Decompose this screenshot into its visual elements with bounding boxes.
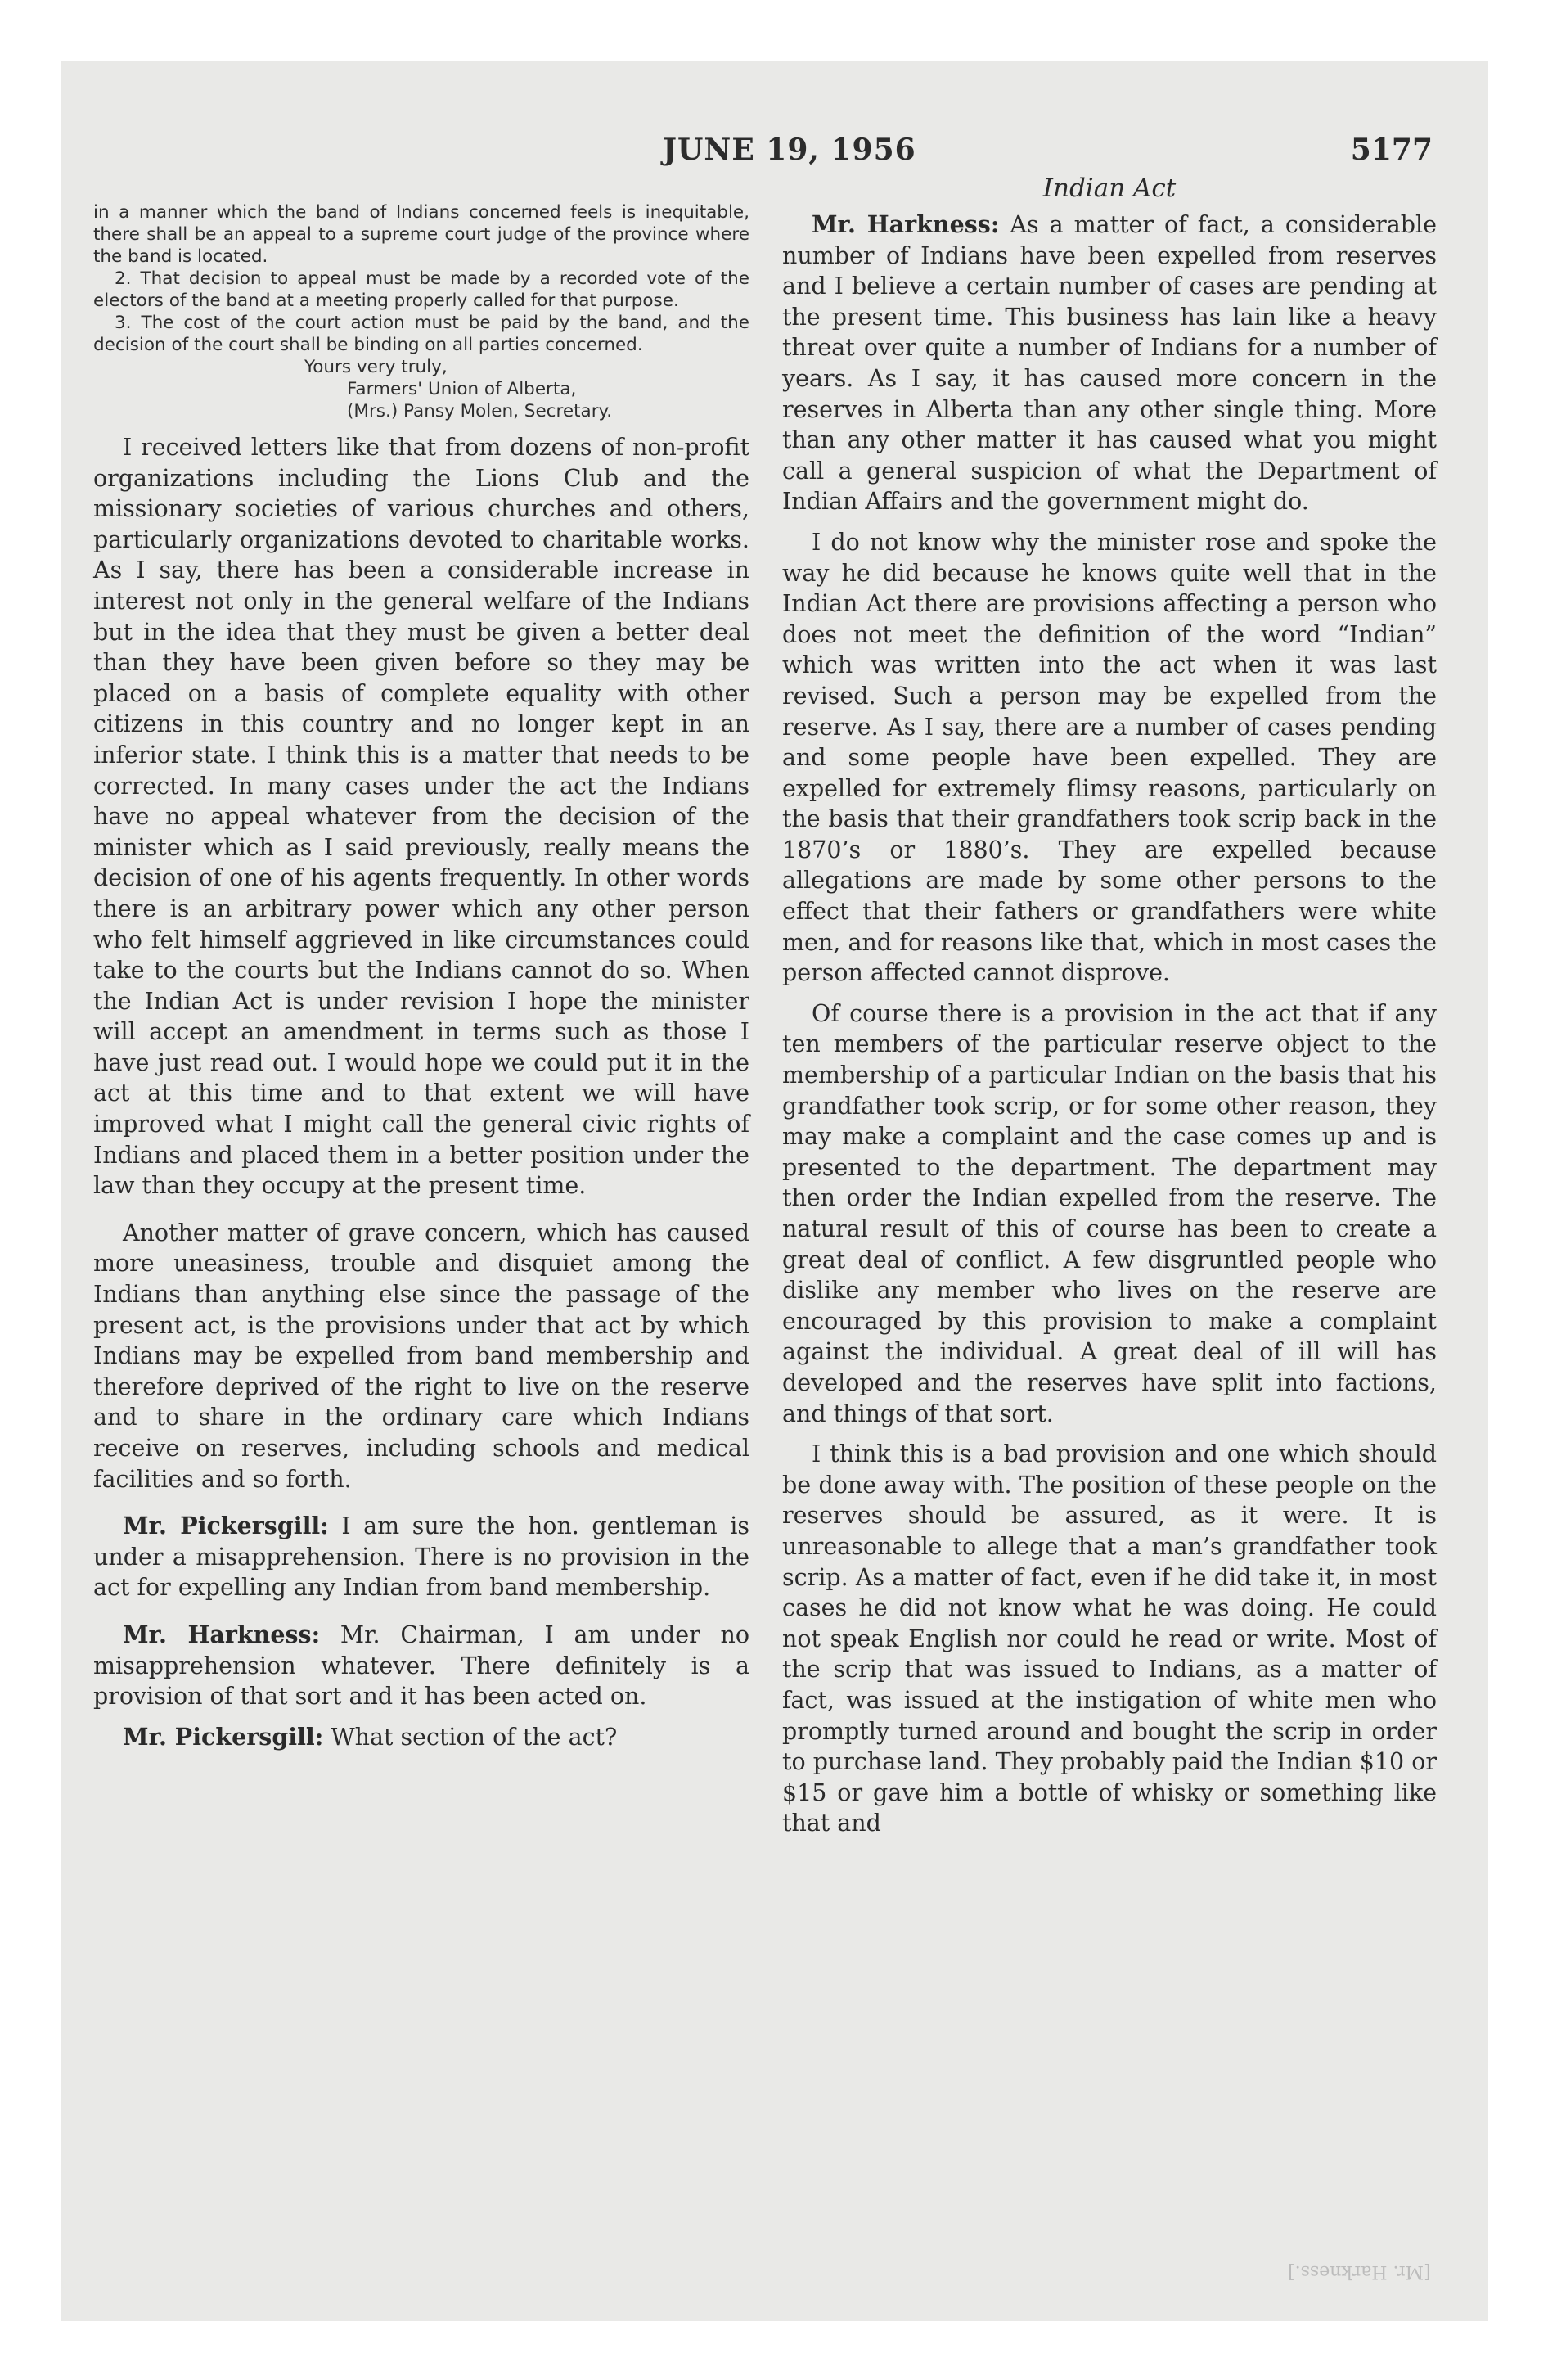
letter-closing: Yours very truly,: [304, 357, 448, 377]
section-title: Indian Act: [1042, 174, 1177, 203]
body-paragraph: I do not know why the minister rose and spoke the way he did because he knows quite well that in the Indian Act there are provisions affecting a person who does not meet the definition of the word “Indian” which was written into the act when it was last revised. Such a person may be expelled from the reserve. As I say, there are a number of cases pending and some people have been expelled. They are expelled for extremely flimsy reasons, particularly on the basis that their grandfathers took scrip back in the 1870’s or 1880’s. They are expelled because allegations are made by some other persons to the effect that their fathers or grandfathers were white men, and for reasons like that, which in most cases the person affected cannot disprove.: [782, 528, 1437, 987]
speaker-name: Mr. Harkness:: [812, 210, 1000, 238]
running-head: [61, 133, 1488, 174]
speech-text: As a matter of fact, a considerable number of Indians have been expelled from reserves and I believe a certain number of cases are pending at the present time. This business has lain like a heavy threat over quite a number of Indians for a number of years. As I say, it has caused more concern in the reserves in Alberta than any other single thing. More than any other matter it has caused what you might call a general suspicion of what the Department of Indian Affairs and the government might do.: [782, 211, 1437, 516]
speech-paragraph: [93, 1620, 749, 1712]
speaker-name: Mr. Pickersgill:: [123, 1722, 324, 1751]
body-paragraph: I received letters like that from dozens of non-profit organizations including the Lions Club and the missionary societies of various churches and others, particularly organizations devoted to charitable works. As I say, there has been a considerable increase in interest not only in the general welfare of the Indians but in the idea that they must be given a better deal than they have been given before so they may be placed on a basis of complete equality with other citizens in this country and no longer kept in an inferior state. I think this is a matter that needs to be corrected. In many cases under the act the Indians have no appeal whatever from the decision of the minister which as I said previously, really means the decision of one of his agents frequently. In other words there is an arbitrary power which any other person who felt himself aggrieved in like circumstances could take to the courts but the Indians cannot do so. When the Indian Act is under revision I hope the minister will accept an amendment in terms such as those I have just read out. I would hope we could put it in the act at this time and to that extent we will have improved what I might call the general civic rights of Indians and placed them in a better position under the law than they occupy at the present time.: [93, 434, 749, 1200]
letter-signatory: (Mrs.) Pansy Molen, Secretary.: [347, 401, 613, 421]
speech-text: Mr. Chairman, I am under no misapprehension whatever. There definitely is a provision of that sort and it has been acted on.: [93, 1620, 749, 1711]
speech-text: I am sure the hon. gentleman is under a misapprehension. There is no provision in the act for expelling any Indian from band membership.: [93, 1512, 749, 1602]
body-paragraph: Another matter of grave concern, which has caused more uneasiness, trouble and disquiet among the Indians than anything else since the passage of the present act, is the provisions under that act by which Indians may be expelled from band membership and therefore deprived of the right to live on the reserve and to share in the ordinary care which Indians receive on reserves, including schools and medical facilities and so forth.: [93, 1219, 749, 1493]
speaker-name: Mr. Pickersgill:: [123, 1512, 329, 1540]
left-column: [93, 201, 749, 1752]
speech-paragraph: [93, 1511, 749, 1603]
page-number: 5177: [1350, 133, 1433, 167]
speech-paragraph: [782, 210, 1437, 517]
letter-paragraph: 3. The cost of the court action must be paid by the band, and the decision of the court shall be binding on all parties concerned.: [93, 313, 749, 355]
letter-organization: Farmers' Union of Alberta,: [347, 379, 577, 399]
letter-paragraph: 2. That decision to appeal must be made by a recorded vote of the electors of the band at a meeting properly called for that purpose.: [93, 268, 749, 311]
page-scan: [61, 61, 1488, 2321]
right-column: [782, 172, 1437, 1839]
speech-paragraph: [93, 1722, 749, 1753]
speech-text: What section of the act?: [323, 1723, 618, 1751]
header-date: JUNE 19, 1956: [663, 133, 916, 167]
speaker-name: Mr. Harkness:: [123, 1620, 321, 1648]
bleed-through-mark: [Mr. Harkness.]: [1288, 2261, 1431, 2282]
letter-paragraph: in a manner which the band of Indians concerned feels is inequitable, there shall be an appeal to a supreme court judge of the province where the band is located.: [93, 202, 749, 267]
body-paragraph: Of course there is a provision in the act that if any ten members of the particular reserve object to the membership of a particular Indian on the basis that his grandfather took scrip, or for some other reason, they may make a complaint and the case comes up and is presented to the department. The department may then order the Indian expelled from the reserve. The natural result of this of course has been to create a great deal of conflict. A few disgruntled people who dislike any member who lives on the reserve are encouraged by this provision to make a complaint against the individual. A great deal of ill will has developed and the reserves have split into factions, and things of that sort.: [782, 999, 1437, 1427]
body-paragraph: I think this is a bad provision and one which should be done away with. The position of these people on the reserves should be assured, as it were. It is unreasonable to allege that a man’s grandfather took scrip. As a matter of fact, even if he did take it, in most cases he did not know what he was doing. He could not speak English nor could he read or write. Most of the scrip that was issued to Indians, as a matter of fact, was issued at the instigation of white men who promptly turned around and bought the scrip in order to purchase land. They probably paid the Indian $10 or $15 or gave him a bottle of whisky or something like that and: [782, 1440, 1437, 1837]
